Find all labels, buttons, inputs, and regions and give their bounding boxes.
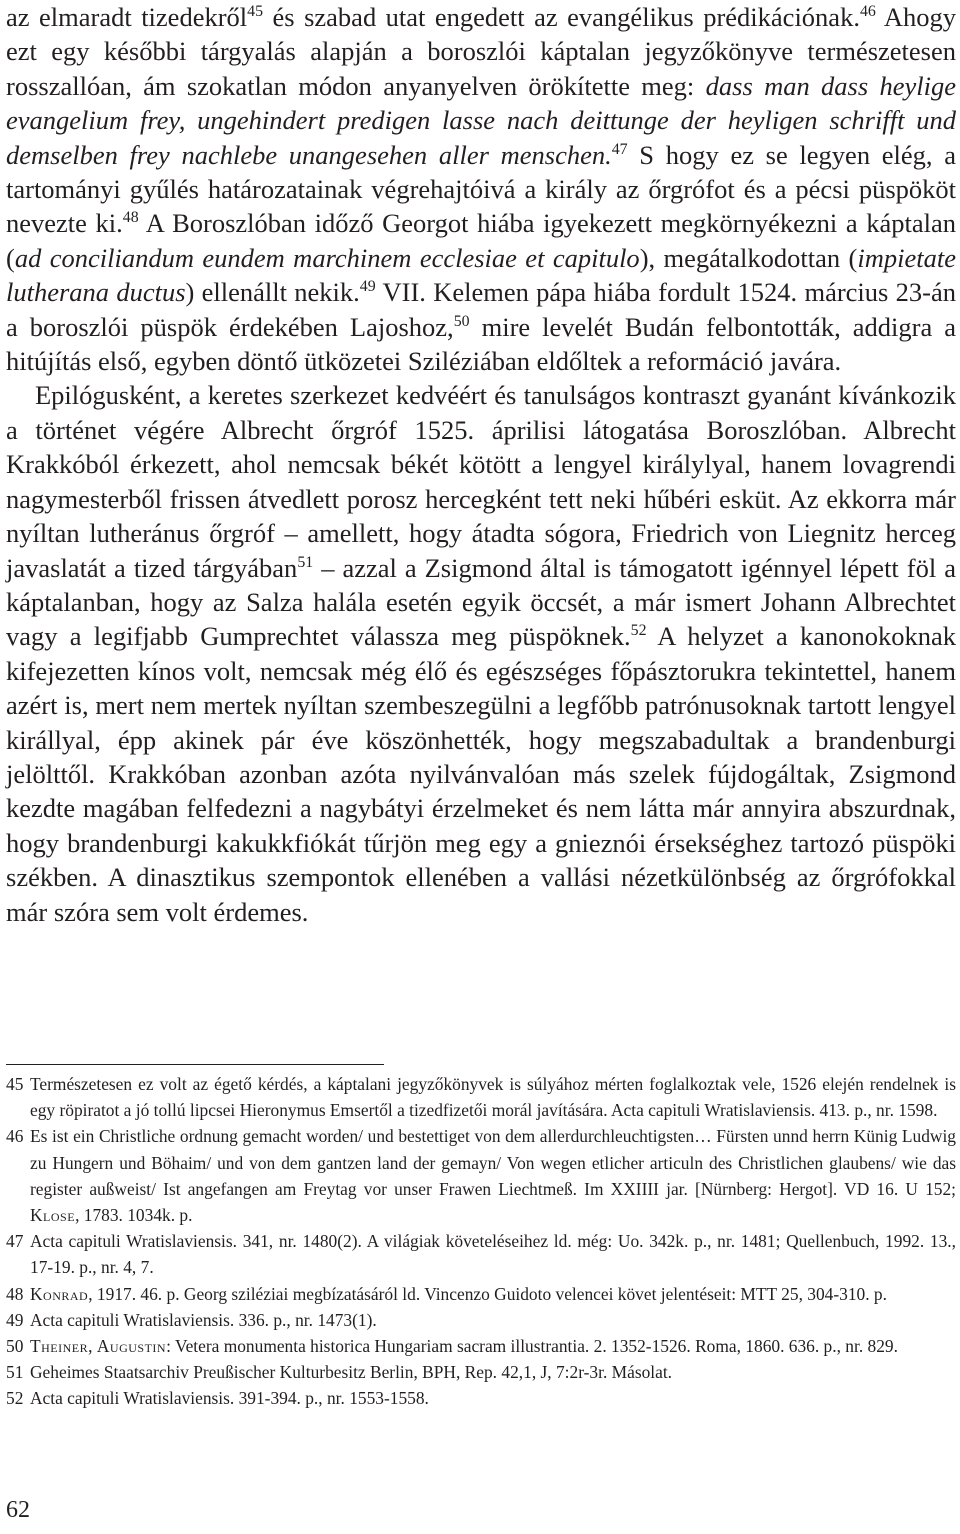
footnote-46 bbox=[6, 1123, 956, 1228]
footnote-text: : Vetera monumenta historica Hungariam sacram illustrantia. 2. 1352-1526. Roma, 1860. 636. p., nr. 829. bbox=[166, 1336, 898, 1357]
footnotes bbox=[6, 1071, 956, 1412]
author-name: Theiner, Augustin bbox=[30, 1336, 167, 1357]
footnote-ref-47[interactable]: 47 bbox=[611, 140, 628, 158]
footnote-number: 51 bbox=[6, 1362, 24, 1383]
footnote-number: 52 bbox=[6, 1388, 24, 1409]
footnote-number: 49 bbox=[6, 1309, 24, 1330]
footnote-text: Természetesen ez volt az égető kérdés, a káptalani jegyzőkönyvek is súlyához mérten foglalkoztak vele, 1526 elején rendelnek is egy röpiratot a jó tollú lipcsei Hieronymus Emsertől a tizedfizetői morál javítására. Acta capituli Wratislaviensis. 413. p., nr. 1598. bbox=[30, 1074, 956, 1121]
author-name: Konrad bbox=[30, 1283, 89, 1304]
footnote-49 bbox=[6, 1307, 956, 1333]
text-run: – azzal a Zsigmond által is támogatott igénnyel lépett föl a káptalanban, hogy az Salza halála esetén egyik öccsét, a már ismert Johann Albrechtet vagy a legifjabb Gumprechtet válassza meg püspöknek. bbox=[6, 552, 956, 652]
footnote-text: Geheimes Staatsarchiv Preußischer Kulturbesitz Berlin, BPH, Rep. 42,1, J, 7:2r-3r. Másolat. bbox=[30, 1362, 673, 1383]
footnote-number: 48 bbox=[6, 1283, 24, 1304]
text-run: A helyzet a kanonokoknak kifejezetten kínos volt, nemcsak még élő és egészséges főpásztorukra tekintettel, hanem azért is, mert nem mertek nyíltan szembeszegülni a legfőbb patrónusoknak tartott lengyel királlyal, épp akinek pár éve köszönhették, hogy megszabadultak a brandenburgi jelölttől. Krakkóban azonban azóta nyilvánvalóan más szelek fújdogáltak, Zsigmond kezdte magában felfedezni a nagybátyi érzelmeket és nem látta már annyira abszurdnak, hogy brandenburgi kakukkfiókát tűrjön meg egy a gnieznói érsekséghez tartozó püspöki székben. A dinasztikus szempontok ellenében a vallási nézetkülönbség az őrgrófokkal már szóra sem volt érdemes. bbox=[6, 621, 957, 927]
text-run: A Boroszlóban időző Georgot hiába igyekezett megkörnyékezni a káptalan ( bbox=[6, 208, 956, 273]
footnote-48 bbox=[6, 1281, 956, 1307]
text-run: VII. Kelemen pápa hiába fordult 1524. március 23-án a boroszlói püspök érdekében Lajoshoz, bbox=[6, 277, 956, 342]
page-number: 62 bbox=[6, 1497, 30, 1523]
text-run: ) ellenállt nekik. bbox=[185, 277, 360, 308]
paragraph-1 bbox=[6, 0, 956, 378]
footnote-ref-49[interactable]: 49 bbox=[359, 278, 376, 296]
latin-quote: ad conciliandum eundem marchinem ecclesiae et capitulo bbox=[14, 242, 640, 273]
latin-quote: impietate lutherana ductus bbox=[6, 242, 956, 308]
footnote-52 bbox=[6, 1385, 956, 1411]
footnote-number: 47 bbox=[6, 1231, 24, 1252]
footnote-ref-48[interactable]: 48 bbox=[122, 209, 139, 227]
footnote-text: , 1783. 1034k. p. bbox=[75, 1205, 193, 1226]
footnote-text: Acta capituli Wratislaviensis. 336. p., nr. 1473(1). bbox=[30, 1309, 377, 1330]
footnote-number: 50 bbox=[6, 1336, 24, 1357]
footnote-separator bbox=[6, 1064, 384, 1065]
footnote-47 bbox=[6, 1228, 956, 1280]
footnote-number: 46 bbox=[6, 1126, 24, 1147]
text-run: Epilógusként, a keretes szerkezet kedvéért és tanulságos kontraszt gyanánt kívánkozik a történet végére Albrecht őrgróf 1525. áprilisi látogatása Boroszlóban. Albrecht Krakkóból érkezett, ahol nemcsak békét kötött a lengyel királylyal, hanem lovagrendi nagymesterből frissen átvedlett porosz hercegként tett neki hűbéri esküt. Az ekkorra már nyíltan lutheránus őrgróf – amellett, hogy átadta sógora, Friedrich von Liegnitz herceg javaslatát a tized tárgyában bbox=[6, 380, 956, 583]
german-quote: dass man dass heylige evangelium frey, ungehindert predigen lasse nach deittunge der heyligen schrifft und demselben frey nachlebe unangesehen aller menschen. bbox=[6, 70, 956, 170]
text-run: mire levelét Budán felbontották, addigra a hitújítás első, egyben döntő ütközetei Sziléziában eldőltek a reformáció javára. bbox=[6, 311, 956, 377]
footnote-50 bbox=[6, 1333, 956, 1359]
footnote-ref-50[interactable]: 50 bbox=[453, 312, 470, 330]
footnote-number: 45 bbox=[6, 1074, 24, 1094]
footnote-45 bbox=[6, 1071, 956, 1123]
footnote-ref-52[interactable]: 52 bbox=[630, 622, 647, 640]
text-run: S hogy ez se legyen elég, a tartományi gyűlés határozatainak végrehajtóivá a király az őrgrófot és a pécsi püspököt nevezte ki. bbox=[6, 139, 956, 239]
footnote-text: Es ist ein Christliche ordnung gemacht worden/ und bestettiget von dem allerdurchleuchtigsten… Fürsten unnd herrn Künig Ludwig zu Hungern und Böhaim/ und von dem gantzen land der gemayn/ Von wegen etlicher articuln des Christlichen glaubens/ wie das register außweist/ Ist angefangen am Freytag vor unser Frawen Liechtmeß. Im XXIIII jar. [Nürnberg: Hergot]. VD 16. U 152; bbox=[30, 1126, 956, 1199]
footnote-ref-45[interactable]: 45 bbox=[247, 3, 264, 21]
footnote-51 bbox=[6, 1359, 956, 1385]
text-run: ), megátalkodottan ( bbox=[639, 242, 858, 273]
footnote-ref-46[interactable]: 46 bbox=[859, 3, 876, 21]
text-run: Ahogy ezt egy későbbi tárgyalás alapján a boroszlói káptalan jegyzőkönyve természetesen rosszallóan, ám szokatlan módon anyanyelven örökítette meg: bbox=[6, 2, 957, 101]
footnote-text: , 1917. 46. p. Georg sziléziai megbízatásáról ld. Vincenzo Guidoto velencei követ jelentéseit: MTT 25, 304-310. p. bbox=[88, 1283, 887, 1304]
footnote-text: Acta capituli Wratislaviensis. 341, nr. 1480(2). A világiak követeléseihez ld. még: Uo. 342k. p., nr. 1481; Quellenbuch, 1992. 13., 17-19. p., nr. 4, 7. bbox=[30, 1231, 956, 1278]
text-run: az elmaradt tizedekről bbox=[6, 2, 248, 32]
text-run: és szabad utat engedett az evangélikus prédikációnak. bbox=[263, 2, 860, 32]
paragraph-2 bbox=[6, 378, 956, 929]
author-name: Klose bbox=[30, 1205, 76, 1226]
main-text bbox=[6, 0, 956, 929]
footnote-text: Acta capituli Wratislaviensis. 391-394. p., nr. 1553-1558. bbox=[30, 1388, 429, 1409]
footnote-ref-51[interactable]: 51 bbox=[297, 553, 314, 571]
